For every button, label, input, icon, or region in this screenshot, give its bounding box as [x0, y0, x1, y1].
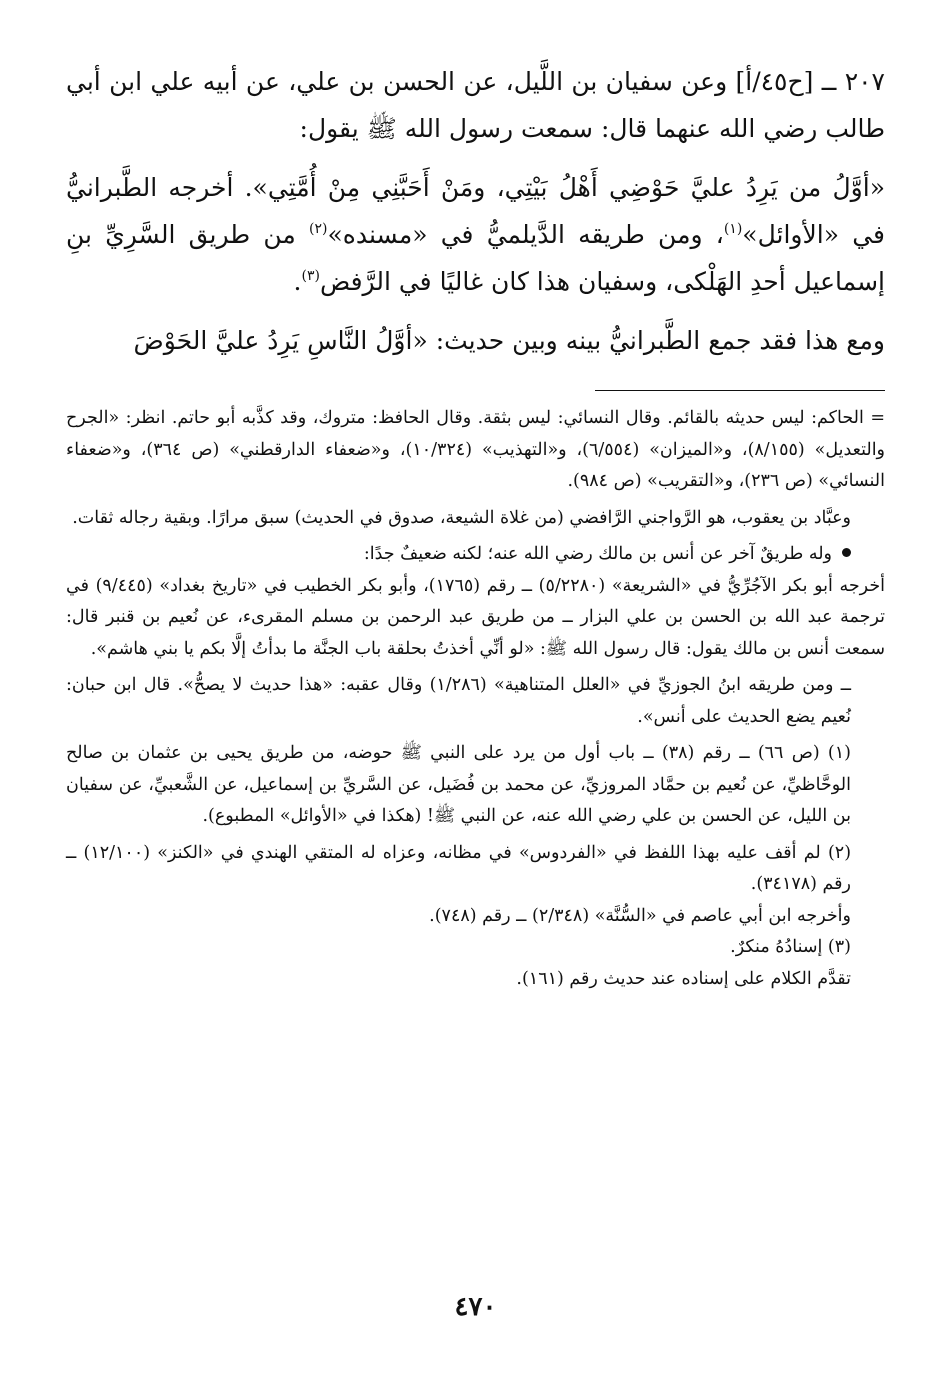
- hadith-text: «أوَّلُ من يَرِدُ عليَّ حَوْضِي أَهْلُ بَيْتِي، ومَنْ أَحَبَّنِي مِنْ أُمَّتِي». أخرجه الطَّبرانيُّ في «الأوائل»: [66, 173, 885, 249]
- footnote-paragraph: أخرجه أبو بكر الآجُرِّيُّ في «الشريعة» (٥/٢٢٨٠) ــ رقم (١٧٦٥)، وأبو بكر الخطيب في «تاريخ بغداد» (٩/٤٤٥) في ترجمة عبد الله بن الحسن بن علي البزار ــ من طريق عبد الرحمن بن مسلم المقرىء، عن نُعيم بن قنبر قال: سمعت أنس بن مالك يقول: قال رسول الله ﷺ: «لو أنِّي أخذتُ بحلقة باب الجنَّة ما بدأتُ إلَّا بكم يا بني هاشم».: [66, 575, 886, 659]
- footnote-separator: [595, 390, 885, 391]
- takhrij-end: .: [293, 267, 302, 296]
- takhrij-text: ، ومن طريقه الدَّيلميُّ في «مسنده»: [327, 220, 724, 249]
- footnote-paragraph: وأخرجه ابن أبي عاصم في «السُّنَّة» (٢/٣٤٨) ــ رقم (٧٤٨).: [429, 905, 851, 926]
- footnotes: [66, 403, 885, 995]
- takhrij-text-2: من طريق السَّرِيِّ بنِ إسماعيل أحدِ الهَلْكى، وسفيان هذا كان غاليًا في الرَّفض: [66, 220, 885, 296]
- main-text: [66, 58, 885, 364]
- footnote-paragraph: وعبَّاد بن يعقوب، هو الرَّواجني الرَّافضي (من غلاة الشيعة، صدوق في الحديث) سبق مرارًا. وبقية رجاله ثقات.: [72, 507, 851, 528]
- takhrij-paragraph: [66, 164, 885, 305]
- footnote-paragraph: تقدَّم الكلام على إسناده عند حديث رقم (١٦١).: [516, 968, 851, 989]
- continuation-paragraph: ومع هذا فقد جمع الطَّبرانيُّ بينه وبين حديث: «أوَّلُ النَّاسِ يَرِدُ عليَّ الحَوْضَ: [133, 326, 885, 355]
- footnote-2: (٢) لم أقف عليه بهذا اللفظ في «الفردوس» في مظانه، وعزاه له المتقي الهندي في «الكنز» (١٢/١٠٠) ــ رقم (٣٤١٧٨).: [66, 842, 852, 894]
- footnote-ref-1: (١): [723, 221, 743, 237]
- page-number: ٤٧٠: [454, 1292, 497, 1322]
- footnote-3: (٣) إسنادُهُ منكرٌ.: [730, 937, 851, 957]
- footnote-ref-2: (٢): [308, 221, 328, 237]
- footnote-paragraph: ــ ومن طريقه ابنُ الجوزيِّ في «العلل المتناهية» (١/٢٨٦) وقال عقبه: «هذا حديث لا يصحُّ». قال ابن حبان: نُعيم يضع الحديث على أنس».: [66, 675, 851, 727]
- footnote-1: (١) (ص ٦٦) ــ رقم (٣٨) ــ باب أول من يرد على النبي ﷺ حوضه، من طريق يحيى بن عثمان بن صالح الوحَّاظيِّ، عن نُعيم بن حمَّاد المروزيِّ، عن محمد بن فُضَيل، عن السَّريِّ بن إسماعيل، عن الشَّعبيِّ، عن سفيان بن الليل، عن الحسن بن علي رضي الله عنه، عن النبي ﷺ! (هكذا في «الأوائل» المطبوع).: [66, 743, 851, 826]
- footnote-ref-3: (٣): [301, 268, 320, 284]
- hadith-paragraph: ٢٠٧ ــ [ح٤٥/أ] وعن سفيان بن اللَّيل، عن الحسن بن علي، عن أبيه علي ابن أبي طالب رضي الله عنهما قال: سمعت رسول الله ﷺ يقول:: [66, 67, 885, 143]
- footnote-bullet: وله طريقٌ آخر عن أنس بن مالك رضي الله عنه؛ لكنه ضعيفٌ جدًا:: [66, 539, 885, 571]
- footnote-continued: = الحاكم: ليس حديثه بالقائم. وقال النسائي: ليس بثقة. وقال الحافظ: متروك، وقد كذَّبه أبو حاتم. انظر: «الجرح والتعديل» (٨/١٥٥)، و«الميزان» (٦/٥٥٤)، و«التهذيب» (١٠/٣٢٤)، و«ضعفاء الدارقطني» (ص ٣٦٤)، و«ضعفاء النسائي» (ص ٢٣٦)، و«التقريب» (ص ٩٨٤).: [66, 408, 886, 491]
